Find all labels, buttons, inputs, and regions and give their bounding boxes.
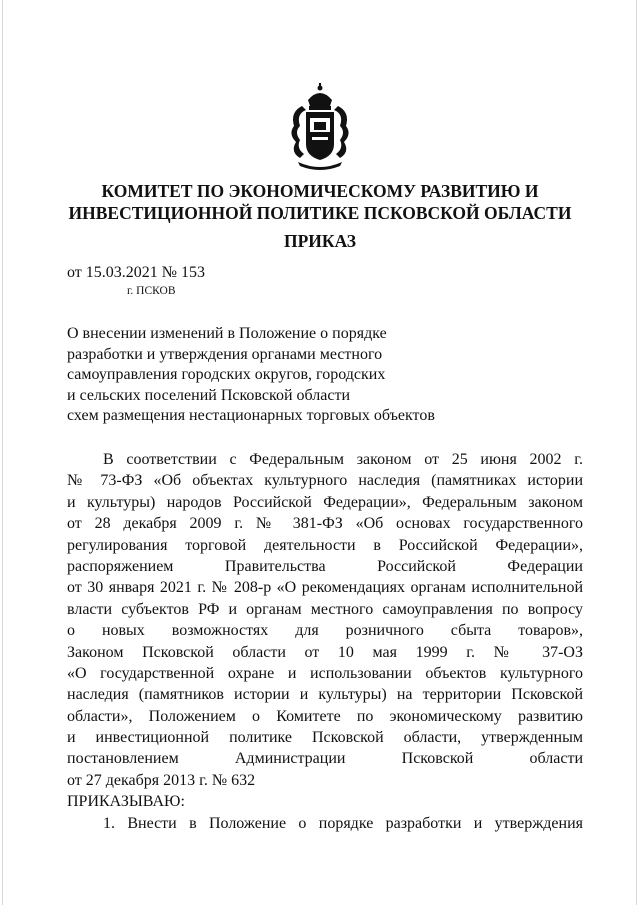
body-line: от 30 января 2021 г. № 208-р «О рекомендациях органам исполнительной	[67, 579, 583, 597]
committee-heading	[40, 180, 600, 224]
committee-heading-line-1: КОМИТЕТ ПО ЭКОНОМИЧЕСКОМУ РАЗВИТИЮ И	[101, 181, 539, 201]
body-line: постановлением Администрации Псковской области	[67, 750, 583, 768]
pskov-coat-of-arms-emblem	[282, 82, 358, 172]
body-line: от 27 декабря 2013 г. № 632	[67, 771, 256, 789]
body-line: Законом Псковской области от 10 мая 1999 г. № 37-ОЗ	[67, 643, 583, 661]
order-body-text	[67, 449, 583, 834]
order-date-number: от 15.03.2021 № 153	[67, 264, 206, 281]
body-line: № 73-ФЗ «Об объектах культурного наследия (памятниках истории	[67, 472, 583, 490]
subject-line: О внесении изменений в Положение о порядке	[67, 325, 387, 342]
order-word: ПРИКАЗЫВАЮ:	[67, 793, 185, 811]
body-line: и культуры) народов Российской Федерации», Федеральным законом	[67, 493, 583, 511]
subject-line: схем размещения нестационарных торговых объектов	[67, 407, 435, 424]
order-city: г. ПСКОВ	[127, 285, 176, 297]
body-line: В соответствии с Федеральным законом от 25 июня 2002 г.	[103, 451, 583, 468]
body-line: и инвестиционной политике Псковской области, утвержденным	[67, 729, 583, 747]
order-subject	[67, 324, 487, 427]
body-line: «О государственной охране и использовании объектов культурного	[67, 664, 583, 682]
scan-edge-right	[636, 0, 637, 905]
body-line: области», Положением о Комитете по экономическому развитию	[67, 707, 583, 725]
committee-heading-line-2: ИНВЕСТИЦИОННОЙ ПОЛИТИКЕ ПСКОВСКОЙ ОБЛАСТИ	[68, 203, 572, 223]
body-line: регулирования торговой деятельности в Российской Федерации»,	[67, 536, 583, 554]
body-line: от 28 декабря 2009 г. № 381-ФЗ «Об основах государственного	[67, 515, 583, 533]
subject-line: и сельских поселений Псковской области	[67, 386, 350, 404]
order-item-1: 1. Внести в Положение о порядке разработки и утверждения	[103, 814, 583, 832]
subject-line: разработки и утверждения органами местного	[67, 345, 383, 363]
subject-line: самоуправления городских округов, городских	[67, 366, 386, 383]
body-line: власти субъектов РФ и органам местного самоуправления по вопросу	[67, 600, 583, 618]
body-line: наследия (памятников истории и культуры) на территории Псковской	[67, 686, 583, 704]
body-line: о новых возможностях для розничного сбыта товаров»,	[67, 622, 583, 640]
scan-edge-left	[2, 0, 3, 905]
body-line: распоряжением Правительства Российской Федерации	[67, 557, 583, 575]
document-type-title: ПРИКАЗ	[283, 231, 357, 251]
